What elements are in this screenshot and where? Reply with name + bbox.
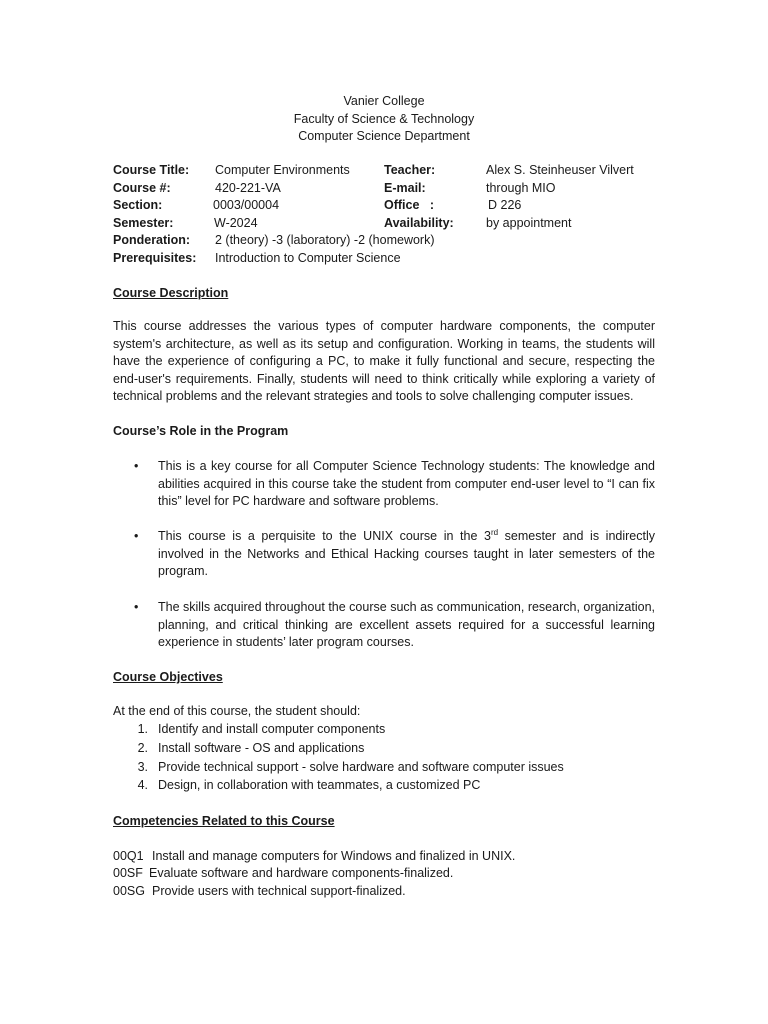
competency-2-code: 00SF — [113, 866, 143, 880]
section-label: Section: — [113, 198, 163, 212]
competency-1-code: 00Q1 — [113, 849, 144, 863]
course-description-text: This course addresses the various types of computer hardware components, the computer system's architecture, as well as its setup and configuration. Working in teams, the students will have the experience of configuring a PC, to make it fully functional and secure, respecting the end-user's requirements. Finally, students will need to think critically while exploring a variety of technical problems and the relevant strategies and tools to solve challenging computer issues. — [113, 319, 655, 404]
availability-value: by appointment — [486, 215, 572, 230]
department-name: Computer Science Department — [298, 129, 470, 143]
objective-1-number: 1. — [137, 721, 148, 736]
bullet-2-marker: • — [134, 529, 139, 543]
objective-2-text: Install software - OS and applications — [158, 740, 365, 755]
objective-4-text: Design, in collaboration with teammates, a customized PC — [158, 778, 481, 792]
competency-2-text: Evaluate software and hardware components-finalized. — [149, 866, 454, 880]
email-value: through MIO — [486, 180, 556, 195]
office-value: D 226 — [488, 198, 522, 212]
availability-label: Availability: — [384, 215, 454, 230]
course-objectives-heading: Course Objectives — [113, 670, 223, 684]
office-label: Office : — [384, 198, 435, 212]
teacher-label: Teacher: — [384, 163, 436, 177]
bullet-1-marker: • — [134, 459, 139, 473]
objective-2-number: 2. — [137, 740, 148, 755]
bullet-3-text: The skills acquired throughout the course such as communication, research, organization, planning, and critical thinking are excellent assets required for a successful learning experience in students’ later program courses. — [158, 600, 655, 650]
objective-3-number: 3. — [137, 759, 148, 774]
competency-3-text: Provide users with technical support-finalized. — [152, 883, 406, 898]
prerequisites-label: Prerequisites: — [113, 250, 197, 265]
teacher-value: Alex S. Steinheuser Vilvert — [486, 163, 634, 177]
bullet-2-text-end: semester and is indirectly involved in the Networks and Ethical Hacking courses taught in later semesters of the program. — [158, 529, 655, 579]
course-role-heading: Course’s Role in the Program — [113, 424, 289, 438]
semester-value: W-2024 — [214, 215, 258, 230]
semester-label: Semester: — [113, 215, 174, 230]
faculty-name: Faculty of Science & Technology — [293, 111, 475, 126]
prerequisites-value: Introduction to Computer Science — [215, 250, 401, 265]
course-num-label: Course #: — [113, 180, 171, 195]
email-label: E-mail: — [384, 180, 426, 195]
course-title-label: Course Title: — [113, 163, 190, 177]
bullet-2-text-start: This course is a perquisite to the UNIX course in the 3 — [158, 529, 491, 543]
objective-4-number: 4. — [137, 778, 148, 792]
competency-1-text: Install and manage computers for Windows and finalized in UNIX. — [152, 849, 516, 863]
ponderation-label: Ponderation: — [113, 233, 191, 247]
objectives-intro: At the end of this course, the student should: — [113, 704, 361, 718]
competencies-heading: Competencies Related to this Course — [113, 814, 335, 828]
section-value: 0003/00004 — [213, 198, 280, 212]
competency-3-code: 00SG — [113, 883, 145, 898]
bullet-2-text — [158, 528, 655, 581]
ponderation-value: 2 (theory) -3 (laboratory) -2 (homework) — [215, 233, 435, 247]
course-title-value: Computer Environments — [215, 163, 350, 177]
objective-3-text: Provide technical support - solve hardware and software computer issues — [158, 759, 564, 774]
college-name: Vanier College — [343, 94, 425, 108]
bullet-2-superscript: rd — [490, 527, 499, 537]
objective-1-text: Identify and install computer components — [158, 721, 386, 736]
bullet-3-marker: • — [134, 600, 139, 614]
course-num-value: 420-221-VA — [215, 180, 281, 195]
course-description-heading: Course Description — [113, 286, 229, 300]
bullet-1-text: This is a key course for all Computer Science Technology students: The knowledge and abilities acquired in this course take the student from computer end-user level to “I can fix this” level for PC hardware and software problems. — [158, 459, 655, 509]
